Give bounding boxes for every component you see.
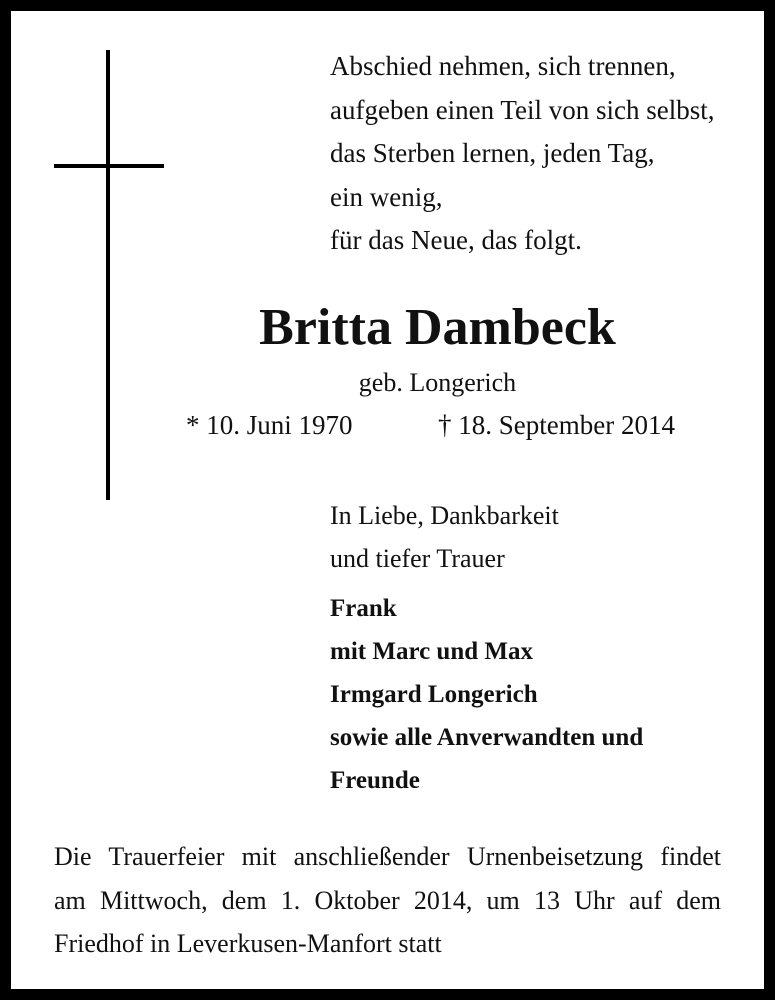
birth-date: * 10. Juni 1970	[186, 410, 353, 440]
notice-line: am Mittwoch, dem 1. Oktober 2014, um 13 Uhr auf dem	[54, 885, 721, 915]
mourner-line: Irmgard Longerich	[330, 681, 538, 708]
poem-line: für das Neue, das folgt.	[330, 225, 582, 255]
maiden-name: geb. Longerich	[358, 368, 517, 397]
mourner-line: Frank	[330, 595, 397, 622]
notice-line: Friedhof in Leverkusen-Manfort statt	[54, 929, 442, 958]
poem-line: ein wenig,	[330, 181, 443, 212]
cross-icon-crossbar	[54, 164, 164, 168]
mourner-line: Freunde	[330, 767, 420, 794]
mourner-line: sowie alle Anverwandten und	[330, 724, 644, 751]
mourning-intro	[330, 494, 559, 580]
cross-icon	[106, 50, 110, 500]
mourners-list	[330, 587, 643, 802]
intro-line: In Liebe, Dankbarkeit	[330, 501, 559, 530]
poem-line: das Sterben lernen, jeden Tag,	[330, 138, 655, 168]
funeral-notice	[54, 835, 721, 966]
deceased-name: Britta Dambeck	[259, 299, 616, 356]
intro-line: und tiefer Trauer	[330, 544, 505, 573]
notice-line: Die Trauerfeier mit anschließender Urnenbeisetzung findet	[54, 842, 721, 871]
death-date: † 18. September 2014	[438, 410, 675, 440]
poem	[330, 45, 760, 263]
poem-line: Abschied nehmen, sich trennen,	[330, 51, 676, 81]
poem-line: aufgeben einen Teil von sich selbst,	[330, 94, 715, 125]
mourner-line: mit Marc und Max	[330, 638, 533, 665]
